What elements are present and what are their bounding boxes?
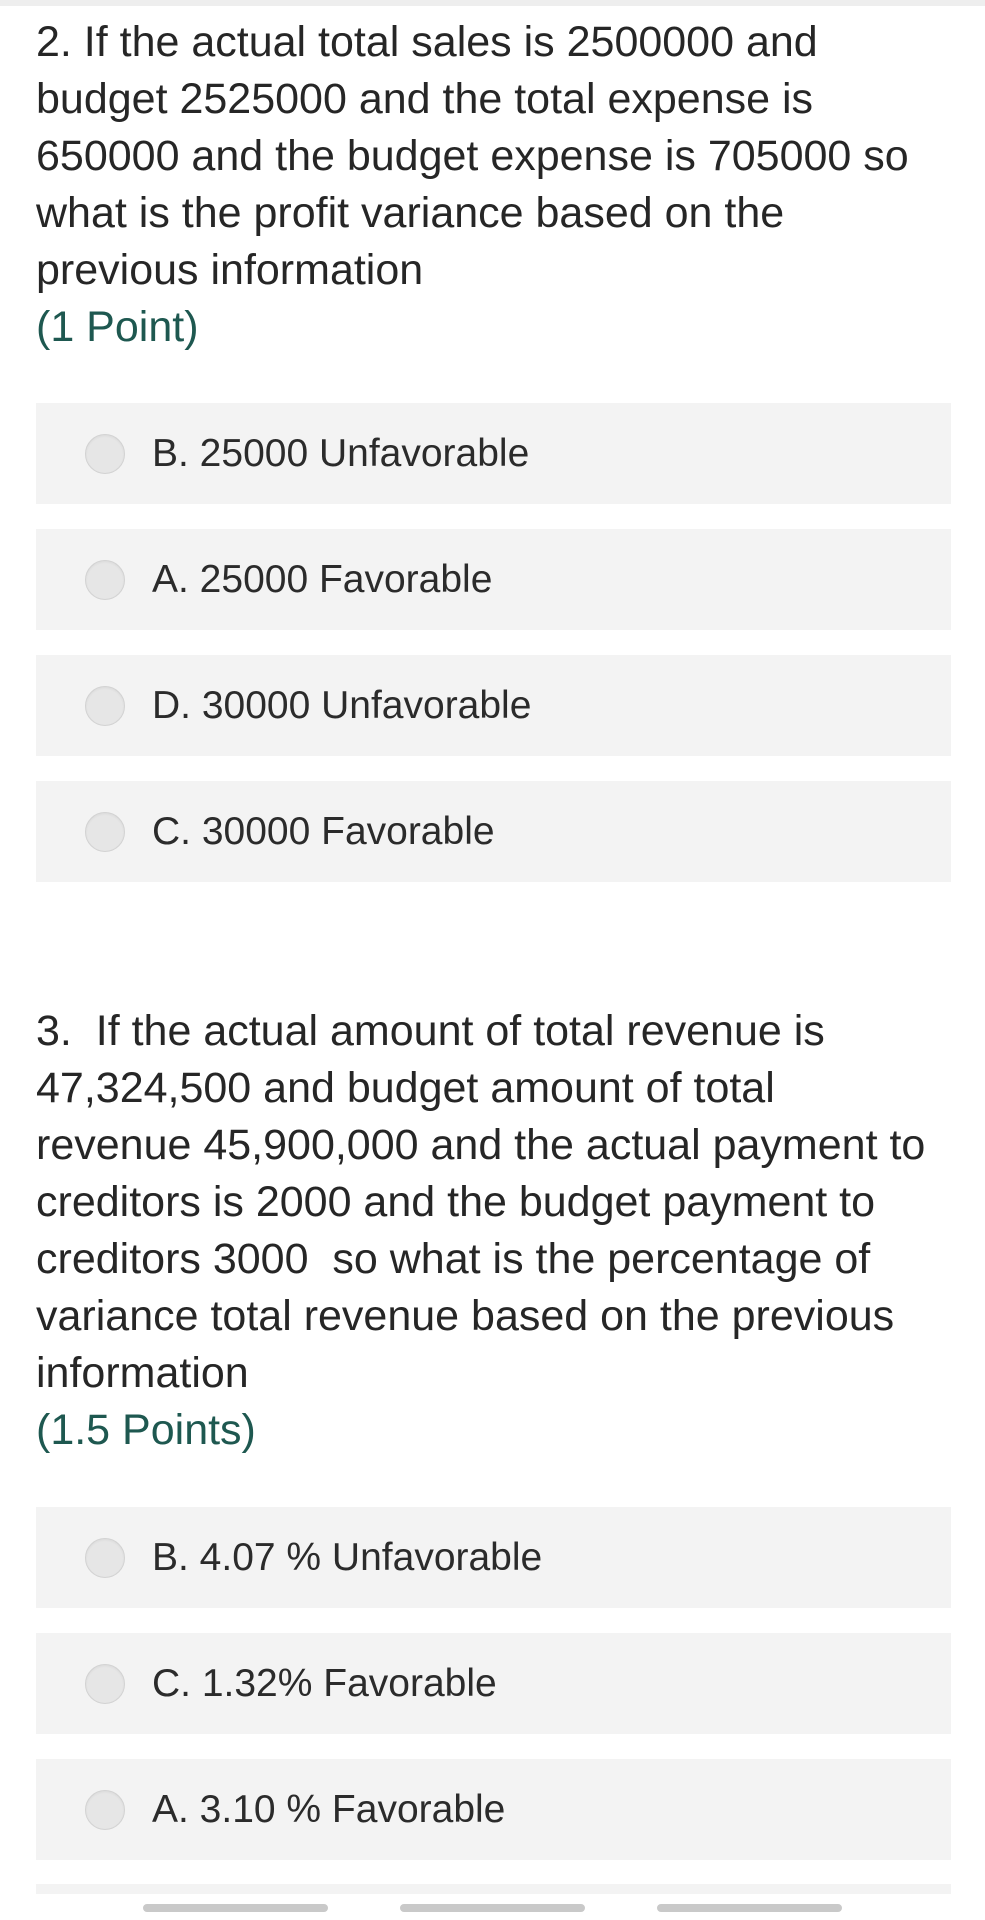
- option-q3-partial[interactable]: [36, 1884, 951, 1894]
- question-3-text: 3. If the actual amount of total revenue is 47,324,500 and budget amount of total revenue 45,900,000 and the actual payment to creditors is 2000 and the budget payment to creditors 3000 so what is the percentage of variance total revenue based on the previous information: [36, 1007, 938, 1397]
- scroll-indicators: [0, 1904, 985, 1912]
- scroll-indicator-bar: [657, 1904, 842, 1912]
- question-3-options: [36, 1507, 951, 1885]
- scroll-indicator-bar: [400, 1904, 585, 1912]
- question-2-options: [36, 403, 951, 907]
- option-label: B. 4.07 % Unfavorable: [152, 1535, 543, 1579]
- radio-button-icon[interactable]: [85, 1664, 125, 1704]
- option-label: A. 25000 Favorable: [152, 557, 493, 601]
- option-label: D. 30000 Unfavorable: [152, 683, 532, 727]
- radio-button-icon[interactable]: [85, 560, 125, 600]
- radio-button-icon[interactable]: [85, 812, 125, 852]
- option-label: B. 25000 Unfavorable: [152, 431, 530, 475]
- option-q3-a[interactable]: [36, 1759, 951, 1860]
- option-q2-d[interactable]: [36, 655, 951, 756]
- option-q3-b[interactable]: [36, 1507, 951, 1608]
- question-2-text: 2. If the actual total sales is 2500000 and budget 2525000 and the total expense is 650000 and the budget expense is 705000 so what is the profit variance based on the previous information: [36, 18, 921, 294]
- question-3-points: (1.5 Points): [36, 1406, 256, 1454]
- radio-button-icon[interactable]: [85, 1538, 125, 1578]
- top-divider: [0, 0, 985, 6]
- option-q2-c[interactable]: [36, 781, 951, 882]
- radio-button-icon[interactable]: [85, 434, 125, 474]
- radio-button-icon[interactable]: [85, 1790, 125, 1830]
- option-q2-a[interactable]: [36, 529, 951, 630]
- option-q3-c[interactable]: [36, 1633, 951, 1734]
- radio-button-icon[interactable]: [85, 686, 125, 726]
- option-label: C. 30000 Favorable: [152, 809, 495, 853]
- option-label: C. 1.32% Favorable: [152, 1661, 497, 1705]
- option-q2-b[interactable]: [36, 403, 951, 504]
- option-label: A. 3.10 % Favorable: [152, 1787, 506, 1831]
- question-2: [36, 14, 936, 356]
- scroll-indicator-bar: [143, 1904, 328, 1912]
- question-2-points: (1 Point): [36, 303, 199, 351]
- question-3: [36, 1003, 936, 1459]
